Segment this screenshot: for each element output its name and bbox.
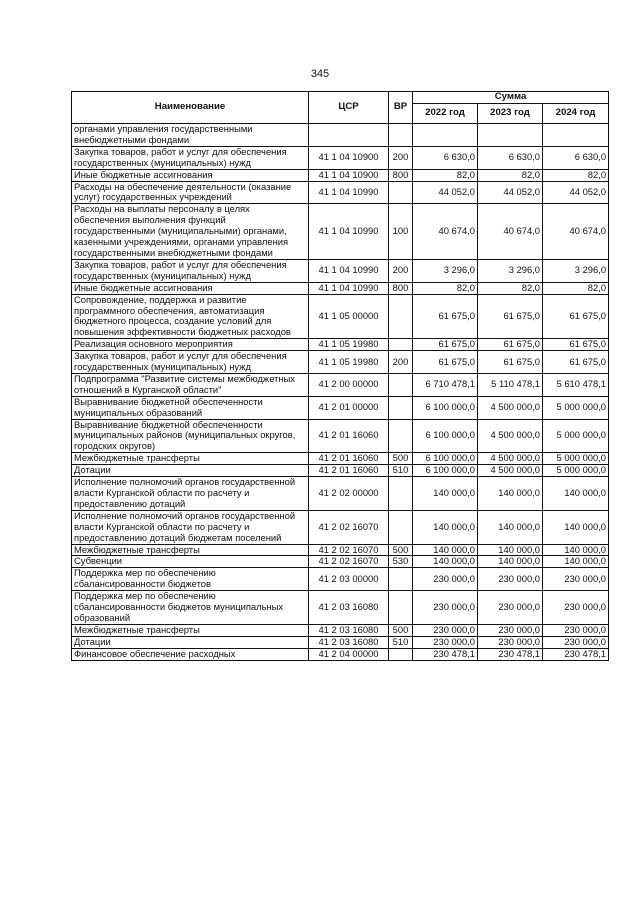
cell-2024: 61 675,0	[543, 294, 609, 339]
cell-2022: 6 100 000,0	[413, 465, 478, 477]
cell-2023: 6 630,0	[478, 146, 543, 169]
cell-2022: 3 296,0	[413, 259, 478, 282]
cell-vr	[389, 419, 413, 453]
cell-2024: 40 674,0	[543, 204, 609, 260]
page-number: 345	[310, 68, 330, 80]
cell-csr: 41 2 02 16070	[309, 556, 389, 568]
cell-vr	[389, 373, 413, 396]
cell-csr: 41 2 04 00000	[309, 648, 389, 660]
cell-2022: 44 052,0	[413, 181, 478, 204]
cell-name: Подпрограмма "Развитие системы межбюджетных отношений в Курганской области"	[72, 373, 309, 396]
cell-2024: 5 000 000,0	[543, 419, 609, 453]
table-row	[72, 339, 609, 351]
cell-2022: 61 675,0	[413, 351, 478, 374]
cell-2024: 230 000,0	[543, 636, 609, 648]
cell-csr: 41 2 01 16060	[309, 419, 389, 453]
cell-vr	[389, 294, 413, 339]
table-row	[72, 351, 609, 374]
cell-name: Исполнение полномочий органов государственной власти Курганской области по расчету и предоставлению дотаций	[72, 477, 309, 511]
cell-csr: 41 1 04 10990	[309, 181, 389, 204]
cell-vr	[389, 568, 413, 591]
cell-2023: 230 000,0	[478, 591, 543, 625]
cell-2022: 6 100 000,0	[413, 453, 478, 465]
cell-2024: 61 675,0	[543, 339, 609, 351]
table-row	[72, 419, 609, 453]
cell-2024	[543, 124, 609, 147]
table-row	[72, 648, 609, 660]
cell-2023: 61 675,0	[478, 294, 543, 339]
cell-vr: 800	[389, 169, 413, 181]
table-row	[72, 591, 609, 625]
cell-vr	[389, 124, 413, 147]
cell-2024: 140 000,0	[543, 510, 609, 544]
cell-csr: 41 2 02 16070	[309, 544, 389, 556]
cell-vr: 500	[389, 453, 413, 465]
table-row	[72, 556, 609, 568]
cell-csr: 41 1 04 10990	[309, 204, 389, 260]
cell-2024: 82,0	[543, 169, 609, 181]
cell-2024: 5 000 000,0	[543, 396, 609, 419]
cell-2023: 4 500 000,0	[478, 453, 543, 465]
cell-vr: 200	[389, 259, 413, 282]
cell-2022	[413, 124, 478, 147]
cell-name: Субвенции	[72, 556, 309, 568]
cell-2022: 140 000,0	[413, 544, 478, 556]
cell-vr	[389, 181, 413, 204]
cell-vr: 510	[389, 465, 413, 477]
cell-2024: 140 000,0	[543, 544, 609, 556]
cell-vr	[389, 648, 413, 660]
cell-name: Поддержка мер по обеспечению сбалансированности бюджетов муниципальных образований	[72, 591, 309, 625]
table-header	[72, 92, 609, 124]
table-row	[72, 169, 609, 181]
cell-2022: 140 000,0	[413, 556, 478, 568]
cell-csr: 41 2 03 16080	[309, 591, 389, 625]
cell-csr: 41 2 02 00000	[309, 477, 389, 511]
cell-2024: 61 675,0	[543, 351, 609, 374]
cell-vr	[389, 510, 413, 544]
cell-2024: 44 052,0	[543, 181, 609, 204]
cell-2022: 230 000,0	[413, 624, 478, 636]
table-row	[72, 259, 609, 282]
cell-csr: 41 2 03 00000	[309, 568, 389, 591]
cell-csr: 41 1 05 19980	[309, 339, 389, 351]
cell-vr: 200	[389, 146, 413, 169]
cell-name: Финансовое обеспечение расходных	[72, 648, 309, 660]
table-row	[72, 124, 609, 147]
cell-2022: 61 675,0	[413, 339, 478, 351]
table-body	[72, 124, 609, 661]
cell-csr: 41 2 01 16060	[309, 453, 389, 465]
cell-2023: 4 500 000,0	[478, 419, 543, 453]
cell-vr: 530	[389, 556, 413, 568]
cell-csr: 41 2 01 16060	[309, 465, 389, 477]
cell-name: Закупка товаров, работ и услуг для обеспечения государственных (муниципальных) нужд	[72, 146, 309, 169]
header-year-2022: 2022 год	[413, 104, 478, 124]
cell-name: Выравнивание бюджетной обеспеченности муниципальных образований	[72, 396, 309, 419]
cell-2024: 230 000,0	[543, 591, 609, 625]
cell-name: Сопровождение, поддержка и развитие программного обеспечения, автоматизация бюджетного процесса, создание условий для повышения эффективности бюджетных расходов	[72, 294, 309, 339]
cell-2023: 230 478,1	[478, 648, 543, 660]
cell-2024: 230 478,1	[543, 648, 609, 660]
cell-2022: 40 674,0	[413, 204, 478, 260]
cell-vr	[389, 396, 413, 419]
cell-2023: 4 500 000,0	[478, 465, 543, 477]
cell-2024: 82,0	[543, 282, 609, 294]
cell-2022: 230 478,1	[413, 648, 478, 660]
cell-2023: 140 000,0	[478, 556, 543, 568]
cell-csr: 41 2 02 16070	[309, 510, 389, 544]
cell-2023: 40 674,0	[478, 204, 543, 260]
cell-name: Межбюджетные трансферты	[72, 453, 309, 465]
cell-vr	[389, 477, 413, 511]
cell-2023: 230 000,0	[478, 568, 543, 591]
cell-2024: 230 000,0	[543, 624, 609, 636]
header-csr: ЦСР	[309, 92, 389, 124]
cell-csr: 41 1 04 10990	[309, 282, 389, 294]
header-sum: Сумма	[413, 92, 609, 104]
cell-csr	[309, 124, 389, 147]
cell-name: Выравнивание бюджетной обеспеченности муниципальных районов (муниципальных округов, городских округов)	[72, 419, 309, 453]
cell-2022: 230 000,0	[413, 591, 478, 625]
cell-2024: 140 000,0	[543, 556, 609, 568]
cell-name: Расходы на выплаты персоналу в целях обеспечения выполнения функций государственными (муниципальными) органами, казенными учреждениями, органами управления государственными внебюджетными фондами	[72, 204, 309, 260]
cell-name: Иные бюджетные ассигнования	[72, 282, 309, 294]
cell-name: Расходы на обеспечение деятельности (оказание услуг) государственных учреждений	[72, 181, 309, 204]
cell-2023: 3 296,0	[478, 259, 543, 282]
table-row	[72, 477, 609, 511]
cell-2023: 140 000,0	[478, 544, 543, 556]
header-year-2023: 2023 год	[478, 104, 543, 124]
cell-vr: 500	[389, 624, 413, 636]
table-row	[72, 204, 609, 260]
header-year-2024: 2024 год	[543, 104, 609, 124]
cell-2023: 4 500 000,0	[478, 396, 543, 419]
cell-2022: 6 100 000,0	[413, 419, 478, 453]
table-row	[72, 282, 609, 294]
cell-2022: 61 675,0	[413, 294, 478, 339]
cell-name: органами управления государственными внебюджетными фондами	[72, 124, 309, 147]
cell-name: Закупка товаров, работ и услуг для обеспечения государственных (муниципальных) нужд	[72, 259, 309, 282]
cell-2023: 44 052,0	[478, 181, 543, 204]
cell-vr	[389, 339, 413, 351]
table-row	[72, 181, 609, 204]
cell-name: Исполнение полномочий органов государственной власти Курганской области по расчету и предоставлению дотаций бюджетам поселений	[72, 510, 309, 544]
cell-name: Дотации	[72, 636, 309, 648]
cell-2022: 230 000,0	[413, 568, 478, 591]
cell-vr: 200	[389, 351, 413, 374]
table-row	[72, 373, 609, 396]
cell-2024: 230 000,0	[543, 568, 609, 591]
table-row	[72, 636, 609, 648]
cell-2024: 5 000 000,0	[543, 465, 609, 477]
cell-2023: 5 110 478,1	[478, 373, 543, 396]
table-row	[72, 453, 609, 465]
cell-name: Дотации	[72, 465, 309, 477]
cell-2022: 140 000,0	[413, 477, 478, 511]
cell-name: Закупка товаров, работ и услуг для обеспечения государственных (муниципальных) нужд	[72, 351, 309, 374]
table-row	[72, 624, 609, 636]
cell-2024: 3 296,0	[543, 259, 609, 282]
cell-2022: 140 000,0	[413, 510, 478, 544]
cell-2022: 6 710 478,1	[413, 373, 478, 396]
cell-2022: 82,0	[413, 282, 478, 294]
cell-2022: 82,0	[413, 169, 478, 181]
cell-2023: 230 000,0	[478, 636, 543, 648]
cell-2024: 5 000 000,0	[543, 453, 609, 465]
cell-csr: 41 2 00 00000	[309, 373, 389, 396]
cell-2023	[478, 124, 543, 147]
cell-2022: 6 630,0	[413, 146, 478, 169]
cell-2024: 140 000,0	[543, 477, 609, 511]
cell-vr: 800	[389, 282, 413, 294]
cell-2023: 140 000,0	[478, 510, 543, 544]
cell-2023: 61 675,0	[478, 351, 543, 374]
table-row	[72, 465, 609, 477]
budget-table	[71, 91, 609, 661]
cell-csr: 41 1 04 10990	[309, 259, 389, 282]
cell-name: Иные бюджетные ассигнования	[72, 169, 309, 181]
cell-csr: 41 2 03 16080	[309, 624, 389, 636]
header-vr: ВР	[389, 92, 413, 124]
cell-2022: 6 100 000,0	[413, 396, 478, 419]
cell-2023: 82,0	[478, 169, 543, 181]
cell-csr: 41 2 01 00000	[309, 396, 389, 419]
cell-csr: 41 1 04 10900	[309, 169, 389, 181]
cell-2023: 82,0	[478, 282, 543, 294]
cell-2024: 5 610 478,1	[543, 373, 609, 396]
cell-csr: 41 2 03 16080	[309, 636, 389, 648]
cell-name: Межбюджетные трансферты	[72, 624, 309, 636]
table-row	[72, 568, 609, 591]
cell-csr: 41 1 04 10900	[309, 146, 389, 169]
cell-name: Поддержка мер по обеспечению сбалансированности бюджетов	[72, 568, 309, 591]
table-row	[72, 294, 609, 339]
cell-2023: 140 000,0	[478, 477, 543, 511]
table-row	[72, 146, 609, 169]
cell-vr	[389, 591, 413, 625]
cell-name: Межбюджетные трансферты	[72, 544, 309, 556]
cell-vr: 500	[389, 544, 413, 556]
header-name: Наименование	[72, 92, 309, 124]
cell-2023: 230 000,0	[478, 624, 543, 636]
cell-vr: 100	[389, 204, 413, 260]
cell-vr: 510	[389, 636, 413, 648]
cell-2024: 6 630,0	[543, 146, 609, 169]
table-row	[72, 396, 609, 419]
cell-2022: 230 000,0	[413, 636, 478, 648]
cell-name: Реализация основного мероприятия	[72, 339, 309, 351]
cell-csr: 41 1 05 00000	[309, 294, 389, 339]
table-row	[72, 544, 609, 556]
cell-2023: 61 675,0	[478, 339, 543, 351]
cell-csr: 41 1 05 19980	[309, 351, 389, 374]
table-row	[72, 510, 609, 544]
